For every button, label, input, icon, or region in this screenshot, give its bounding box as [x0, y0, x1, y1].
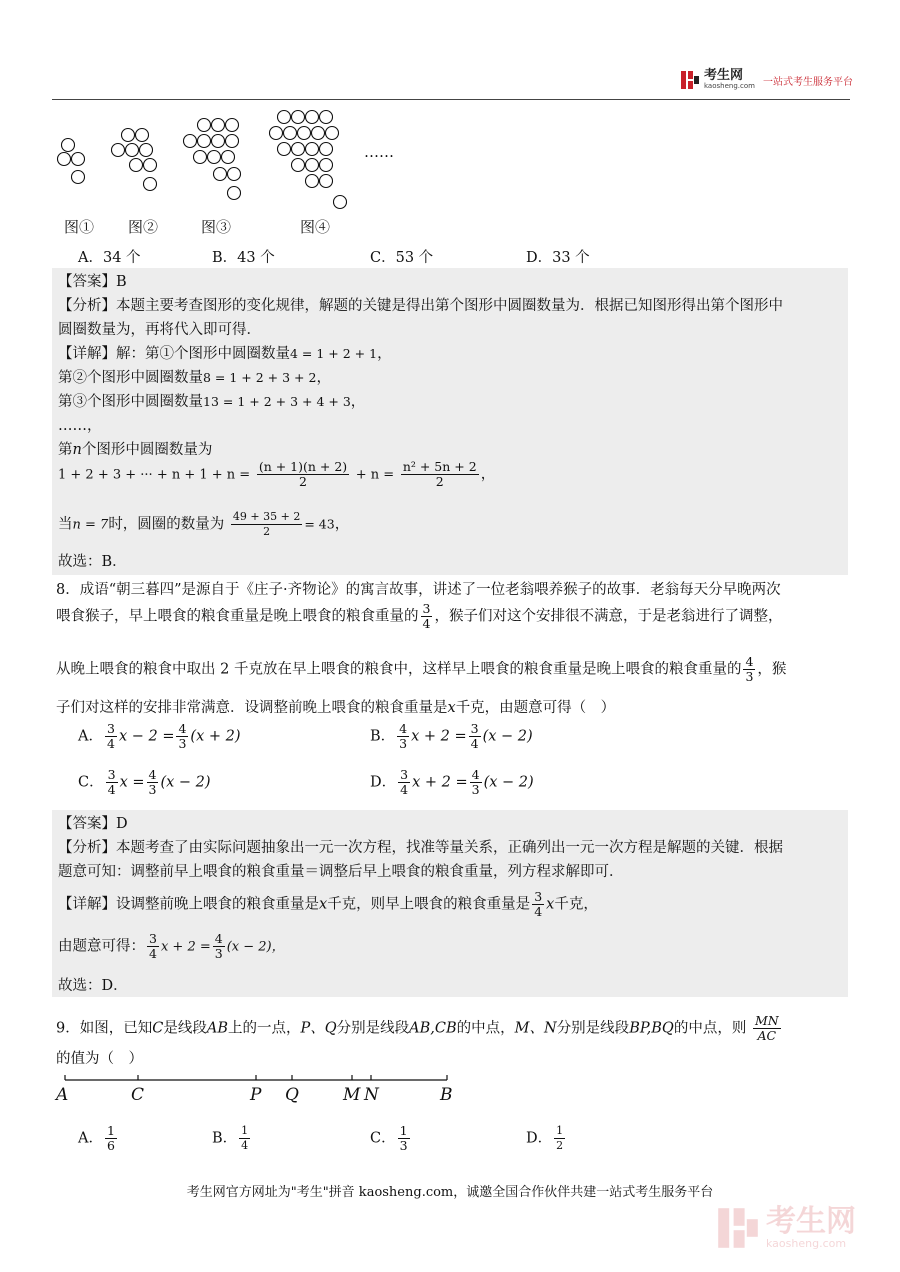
q8-line-4: 子们对这样的安排非常满意．设调整前晚上喂食的粮食重量是x千克，由题意可得（ ） [56, 700, 616, 716]
q8-line-1: 8．成语“朝三暮四”是源自于《庄子·齐物论》的寓言故事，讲述了一位老翁喂养猴子的故事．老翁每天分早晚两次 [56, 582, 781, 598]
header-rule [52, 99, 850, 100]
watermark-domain: kaosheng.com [766, 1236, 847, 1250]
q8-line-3: 从晚上喂食的粮食中取出 2 千克放在早上喂食的粮食中，这样早上喂食的粮食重量是晚上喂食的粮食重量的 $\frac{4}{3}$ ，猴 [56, 654, 787, 684]
page-footer: 考生网官方网址为"考生"拼音 kaosheng.com，诚邀全国合作伙伴共建一站式考生服务平台 [186, 1185, 714, 1200]
figure-caption-1: 图① [64, 218, 95, 236]
q7-option-d: D．33 个 [526, 250, 590, 266]
figure-caption-4: 图④ [300, 218, 331, 236]
q7-sum-formula: 1 + 2 + 3 + ··· + n + 1 + n = $\frac{(n + 1)(n + 2)}{2}$ + n = $\frac{\text{n² + 5n + 2}}{2}$ ， [58, 459, 496, 489]
site-logo [680, 70, 853, 90]
q8-option-b: B． $\frac{4}{3}$ x + 2 = $\frac{3}{4}$ (x − 2) [370, 721, 533, 751]
q8-equation: 由题意可得： $\frac{3}{4}$ x + 2 = $\frac{4}{3}$ (x − 2)， [58, 931, 285, 961]
q7-nth: 第n个图形中圆圈数量为 [58, 442, 213, 458]
q9-option-d: D． $\frac{1}{2}$ [526, 1124, 564, 1152]
logo-domain: kaosheng.com [704, 82, 755, 90]
q7-choose: 故选：B． [58, 554, 127, 570]
point-b-label: B [440, 1085, 453, 1105]
point-q-label: Q [285, 1085, 299, 1105]
q7-option-b: B．43 个 [212, 250, 275, 266]
q7-detail-1: 【详解】解：第①个图形中圆圈数量4 = 1 + 2 + 1， [58, 346, 392, 362]
q9-line-1: 9．如图，已知C是线段AB上的一点，P、Q分别是线段AB,CB的中点，M、N分别是线段BP,BQ的中点，则 $\frac{MN}{AC}$ [56, 1013, 779, 1043]
q9-option-a: A． $\frac{1}{6}$ [78, 1123, 115, 1153]
q9-option-b: B． $\frac{1}{4}$ [212, 1124, 249, 1152]
q7-option-c: C．53 个 [370, 250, 434, 266]
q7-detail-2: 第②个图形中圆圈数量8 = 1 + 2 + 3 + 2， [58, 370, 331, 386]
figure-ellipsis: …… [364, 143, 394, 161]
point-a-label: A [56, 1085, 69, 1105]
q7-option-a: A．34 个 [78, 250, 141, 266]
watermark-text: 考生网 [766, 1203, 856, 1239]
q8-answer: 【答案】D [58, 816, 128, 832]
q8-option-a: A． $\frac{3}{4}$ x − 2 = $\frac{4}{3}$ (x + 2) [78, 721, 241, 751]
q8-choose: 故选：D． [58, 978, 128, 994]
watermark-logo-icon [716, 1206, 760, 1250]
point-p-label: P [250, 1085, 262, 1105]
point-n-label: N [364, 1085, 379, 1105]
logo-name: 考生网 [704, 68, 744, 83]
q9-line-2: 的值为（ ） [56, 1051, 143, 1067]
figure-caption-3: 图③ [201, 218, 232, 236]
q8-option-c: C． $\frac{3}{4}$ x = $\frac{4}{3}$ (x − 2) [78, 767, 211, 797]
figure-caption-2: 图② [128, 218, 159, 236]
logo-icon [680, 70, 700, 90]
q8-option-d: D． $\frac{3}{4}$ x + 2 = $\frac{4}{3}$ (x − 2) [370, 767, 534, 797]
point-m-label: M [343, 1085, 361, 1105]
circle-pattern-figures [50, 105, 410, 215]
q8-detail: 【详解】设调整前晚上喂食的粮食重量是x千克，则早上喂食的粮食重量是 $\frac{3}{4}$ x千克， [58, 889, 598, 919]
q7-analysis: 【分析】本题主要考查图形的变化规律，解题的关键是得出第个图形中圆圈数量为．根据已知图形得出第个图形中 [58, 298, 783, 314]
q8-analysis-1: 【分析】本题考查了由实际问题抽象出一元一次方程，找准等量关系，正确列出一元一次方程是解题的关键．根据 [58, 840, 783, 856]
q7-analysis-2: 圆圈数量为，再将代入即可得． [58, 322, 261, 338]
q9-option-c: C． $\frac{1}{3}$ [370, 1123, 408, 1153]
q7-answer: 【答案】B [58, 274, 127, 290]
q8-line-2: 喂食猴子，早上喂食的粮食重量是晚上喂食的粮食重量的 $\frac{3}{4}$ ，猴子们对这个安排很不满意，于是老翁进行了调整， [56, 601, 783, 631]
watermark [716, 1203, 856, 1250]
point-c-label: C [131, 1085, 145, 1105]
q7-detail-3: 第③个图形中圆圈数量13 = 1 + 2 + 3 + 4 + 3， [58, 394, 366, 410]
q7-when: 当n = 7时，圆圈的数量为 $\frac{49 + 35 + 2}{2}$ = 43， [58, 510, 350, 538]
q7-dots: ……， [58, 418, 102, 434]
q8-analysis-2: 题意可知：调整前早上喂食的粮食重量＝调整后早上喂食的粮食重量，列方程求解即可． [58, 864, 624, 880]
header-slogan: 一站式考生服务平台 [762, 76, 853, 88]
